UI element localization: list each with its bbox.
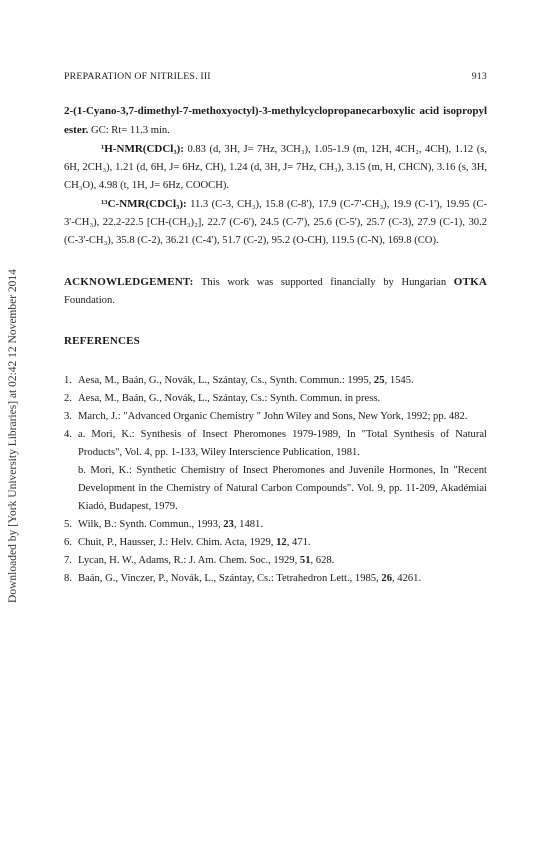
running-head-title: PREPARATION OF NITRILES. III (64, 71, 211, 82)
reference-number: 2. (64, 393, 72, 404)
reference-number: 8. (64, 573, 72, 584)
page-body (64, 68, 487, 588)
reference-text: March, J.: "Advanced Organic Chemistry " John Wiley and Sons, New York, 1992; pp. 482. (78, 411, 468, 422)
h-nmr-data: 0.83 (d, 3H, J= 7Hz, 3CH₃), 1.05-1.9 (m, 12H, 4CH₂, 4CH), 1.12 (s, 6H, 2CH₃), 1.21 (d, 6H, J= 6Hz, CH), 1.24 (d, 3H, J= 7Hz, CH₃), 3.15 (m, H, CHCN), 3.16 (s, 3H, CH₃O), 4.98 (t, 1H, J= 6Hz, COOCH). (64, 144, 487, 191)
reference-item (64, 570, 487, 588)
reference-item (64, 426, 487, 462)
reference-pages: , 1481. (233, 519, 263, 530)
h-nmr-label: ¹H-NMR(CDCl₃): (101, 143, 184, 155)
reference-number: 6. (64, 537, 72, 548)
reference-text: Lycan, H. W., Adams, R.: J. Am. Chem. Soc., 1929, (78, 555, 300, 566)
reference-item (64, 552, 487, 570)
acknowledgement-text-end: Foundation. (64, 295, 115, 306)
reference-volume: 23 (223, 519, 234, 530)
acknowledgement-text: This work was supported financially by Hungarian (193, 277, 454, 288)
reference-pages: , 471. (286, 537, 311, 548)
references-heading: REFERENCES (64, 335, 140, 347)
reference-text: Wilk, B.: Synth. Commun., 1993, (78, 519, 224, 530)
reference-number: 1. (64, 375, 72, 386)
reference-pages: , 4261. (391, 573, 422, 584)
reference-item (64, 534, 487, 552)
acknowledgement-label: ACKNOWLEDGEMENT: (64, 276, 194, 288)
c-nmr-label: ¹³C-NMR(CDCl₃): (101, 198, 187, 210)
reference-item (64, 462, 487, 516)
reference-volume: 51 (299, 555, 311, 566)
running-head (64, 68, 487, 86)
c-nmr-paragraph (64, 195, 487, 250)
reference-number: 3. (64, 411, 72, 422)
reference-text: Aesa, M., Baán, G., Novák, L., Szántay, Cs., Synth. Commun.: 1995, (78, 375, 374, 386)
gc-retention: GC: Rt= 11.3 min. (88, 125, 170, 136)
reference-volume: 25 (373, 375, 385, 386)
reference-list (64, 372, 487, 588)
reference-number: 4. (64, 429, 72, 440)
compound-block (64, 102, 487, 140)
page-number: 913 (471, 71, 487, 82)
download-watermark-text: Downloaded by [York University Libraries] at 02:42 12 November 2014 (7, 269, 19, 603)
otka-name: OTKA (453, 276, 487, 288)
reference-number: 5. (64, 519, 72, 530)
c-nmr-data: 11.3 (C-3, CH₃), 15.8 (C-8'), 17.9 (C-7'-CH₃), 19.9 (C-1'), 19.95 (C-3'-CH₃), 22.2-22.5 [CH-(CH₃)₂], 22.7 (C-6'), 24.5 (C-7'), 25.6 (C-5'), 25.7 (C-3), 27.9 (C-1), 30.2 (C-3'-CH₃), 35.8 (C-2), 36.21 (C-4'), 51.7 (C-2), 95.2 (O-CH), 119.5 (C-N), 169.8 (CO). (64, 199, 487, 246)
compound-title: 2-(1-Cyano-3,7-dimethyl-7-methoxyoctyl)-3-methylcyclopropanecarboxylic acid isopropyl ester. (64, 105, 487, 136)
acknowledgement (64, 273, 487, 310)
h-nmr-paragraph (64, 140, 487, 195)
reference-item (64, 408, 487, 426)
reference-text: Baán, G., Vinczer, P., Novák, L., Szántay, Cs.: Tetrahedron Lett., 1985, (78, 573, 382, 584)
download-watermark (3, 226, 23, 646)
reference-item (64, 390, 487, 408)
reference-text: b. Mori, K.: Synthetic Chemistry of Insect Pheromones and Juvenile Hormones, In "Recent Development in the Chemistry of Natural Carbon Compounds". Vol. 9, pp. 11-209, Akadémiai Kiadó, Budapest, 1979. (78, 465, 487, 512)
reference-volume: 26 (381, 573, 392, 584)
reference-item (64, 372, 487, 390)
reference-pages: , 1545. (384, 375, 414, 386)
reference-text: Chuit, P., Hausser, J.: Helv. Chim. Acta, 1929, (78, 537, 277, 548)
reference-item (64, 516, 487, 534)
reference-volume: 12 (276, 537, 287, 548)
reference-text: Aesa, M., Baán, G., Novák, L., Szántay, Cs.: Synth. Commun. in press. (78, 393, 381, 404)
reference-pages: , 628. (310, 555, 335, 566)
reference-text: a. Mori, K.: Synthesis of Insect Pheromones 1979-1989, In "Total Synthesis of Natural Products", Vol. 4, pp. 1-133, Wiley Interscience Publication, 1981. (78, 429, 487, 458)
reference-number: 7. (64, 555, 72, 566)
